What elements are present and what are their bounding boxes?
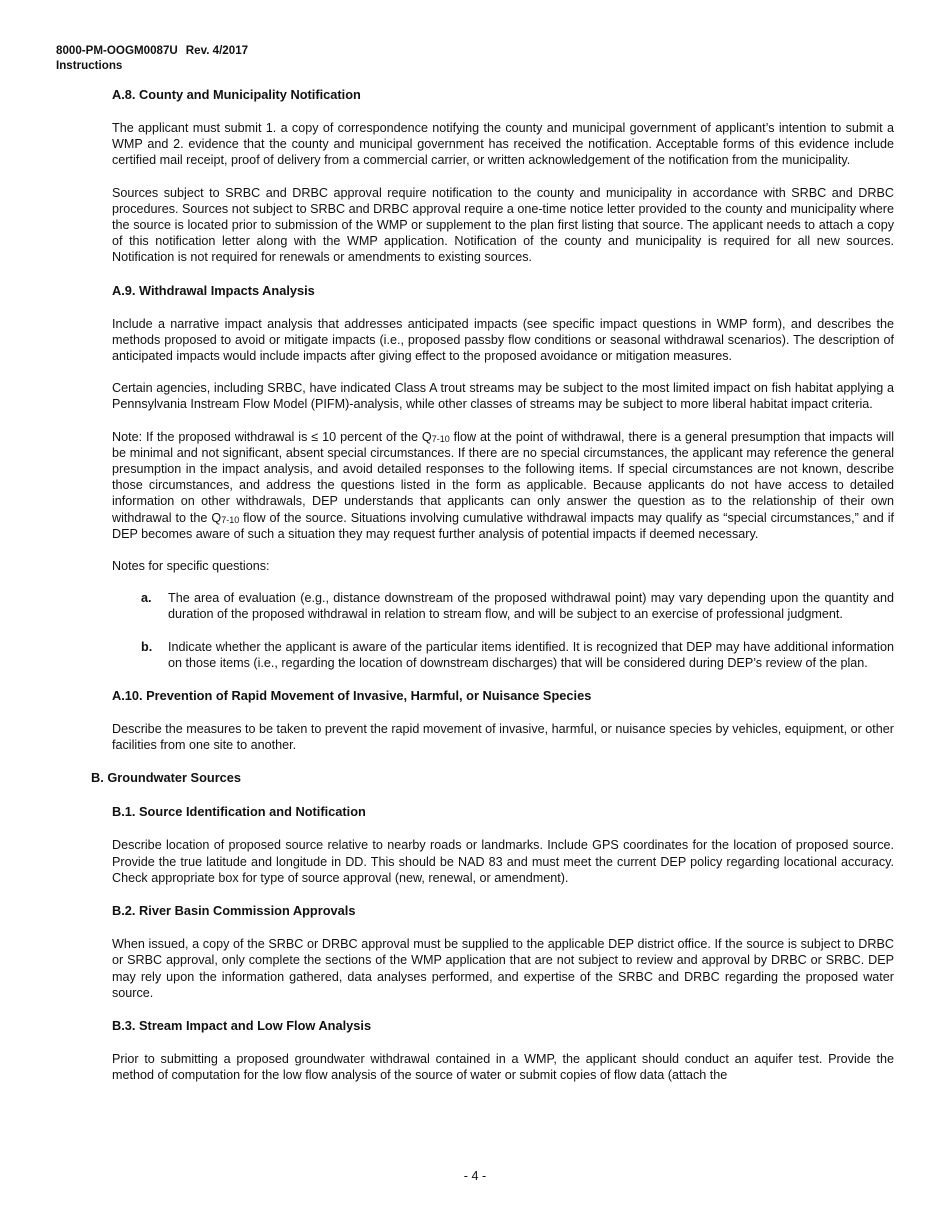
list-item-text: Indicate whether the applicant is aware of the particular items identified. It is recognized that DEP may have additional information on those items (i.e., regarding the location of downstream discharges) that will be considered during DEP’s review of the plan. (168, 639, 894, 670)
section-heading-b1: B.1. Source Identification and Notification (112, 804, 366, 820)
list-marker: b. (141, 639, 153, 654)
form-header (56, 44, 248, 73)
section-heading-a8: A.8. County and Municipality Notification (112, 87, 361, 102)
q710-subscript: 7-10 (221, 514, 240, 525)
paragraph-a10-1: Describe the measures to be taken to prevent the rapid movement of invasive, harmful, or nuisance species by vehicles, equipment, or other facilities from one site to another. (112, 722, 894, 753)
list-item (141, 590, 894, 622)
paragraph-a9-note (112, 429, 894, 542)
section-heading-b2: B.2. River Basin Commission Approvals (112, 903, 356, 919)
note-text-1: Note: If the proposed withdrawal is ≤ 10 percent of the Q (112, 429, 432, 444)
section-heading-a9: A.9. Withdrawal Impacts Analysis (112, 282, 315, 298)
doc-type: Instructions (56, 58, 123, 72)
paragraph-a8-1: The applicant must submit 1. a copy of correspondence notifying the county and municipal government of applicant’s intention to submit a WMP and 2. evidence that the county and municipal government has received the notification. Acceptable forms of this evidence include certified mail receipt, proof of delivery from a commercial carrier, or written acknowledgement of the notification from the municipality. (112, 121, 894, 168)
list-item-text: The area of evaluation (e.g., distance downstream of the proposed withdrawal point) may vary depending upon the quantity and duration of the proposed withdrawal in relation to stream flow, and will be subject to an exercise of professional judgment. (168, 591, 894, 622)
paragraph-b1-1: Describe location of proposed source relative to nearby roads or landmarks. Include GPS coordinates for the location of proposed source. Provide the true latitude and longitude in DD. This should be NAD 83 and must meet the current DEP policy regarding locational accuracy. Check appropriate box for type of source approval (new, renewal, or amendment). (112, 838, 894, 885)
section-heading-a10: A.10. Prevention of Rapid Movement of Invasive, Harmful, or Nuisance Species (112, 688, 592, 704)
note-text-3: flow of the source. Situations involving cumulative withdrawal impacts may qualify as “special circumstances,” and if DEP becomes aware of such a situation they may request further analysis of potential impacts if deemed necessary. (112, 510, 894, 541)
document-body (91, 86, 894, 1083)
notes-intro: Notes for specific questions: (112, 559, 270, 574)
paragraph-b2-1: When issued, a copy of the SRBC or DRBC approval must be supplied to the applicable DEP district office. If the source is subject to DRBC or SRBC approval, only complete the sections of the WMP application that are not subject to review and approval by DRBC or SRBC. DEP may rely upon the information gathered, data analyses performed, and expertise of the SRBC and DRBC regarding the proposed water source. (112, 937, 894, 1000)
list-marker: a. (141, 591, 152, 606)
paragraph-a9-1: Include a narrative impact analysis that addresses anticipated impacts (see specific impact questions in WMP form), and describes the methods proposed to avoid or mitigate impacts (i.e., proposed passby flow conditions or seasonal withdrawal scenarios). The description of anticipated impacts would include impacts after giving effect to the proposed avoidance or mitigation measures. (112, 316, 894, 364)
form-number-line (56, 44, 248, 59)
section-heading-b3: B.3. Stream Impact and Low Flow Analysis (112, 1017, 372, 1033)
q710-subscript: 7-10 (431, 433, 450, 444)
page-number: - 4 - (463, 1169, 487, 1183)
paragraph-b3-1: Prior to submitting a proposed groundwater withdrawal contained in a WMP, the applicant should conduct an aquifer test. Provide the method of computation for the low flow analysis of the source of water or submit copies of flow data (attach the (112, 1051, 894, 1083)
list-item (141, 639, 894, 671)
paragraph-a8-2: Sources subject to SRBC and DRBC approval require notification to the county and municipality in accordance with SRBC and DRBC procedures. Sources not subject to SRBC and DRBC approval require a one-time notice letter provided to the county and municipality where the source is located prior to submission of the WMP or supplement to the plan first listing that source. The applicant needs to attach a copy of this notification letter along with the WMP application. Notification of the county and municipality is required for all new sources. Notification is not required for renewals or amendments to existing sources. (112, 185, 894, 265)
paragraph-a9-2: Certain agencies, including SRBC, have indicated Class A trout streams may be subject to the most limited impact on fish habitat applying a Pennsylvania Instream Flow Model (PIFM)-analysis, while other classes of streams may be subject to more liberal habitat impact criteria. (112, 381, 894, 412)
note-text-2: flow at the point of withdrawal, there is a general presumption that impacts will be minimal and not significant, absent special circumstances. If there are no special circumstances, the applicant may reference the general presumption in the impact analysis, and avoid detailed responses to the following items. If special circumstances are not known, describe those circumstances, and address the questions listed in the form as applicable. Because applicants do not have access to detailed information on other withdrawals, DEP understands that applicants can only answer the question as to the relationship of their own withdrawal to the Q (112, 429, 894, 525)
revision: Rev. 4/2017 (185, 44, 249, 57)
section-heading-b: B. Groundwater Sources (91, 770, 242, 786)
form-number: 8000-PM-OOGM0087U (56, 44, 178, 57)
